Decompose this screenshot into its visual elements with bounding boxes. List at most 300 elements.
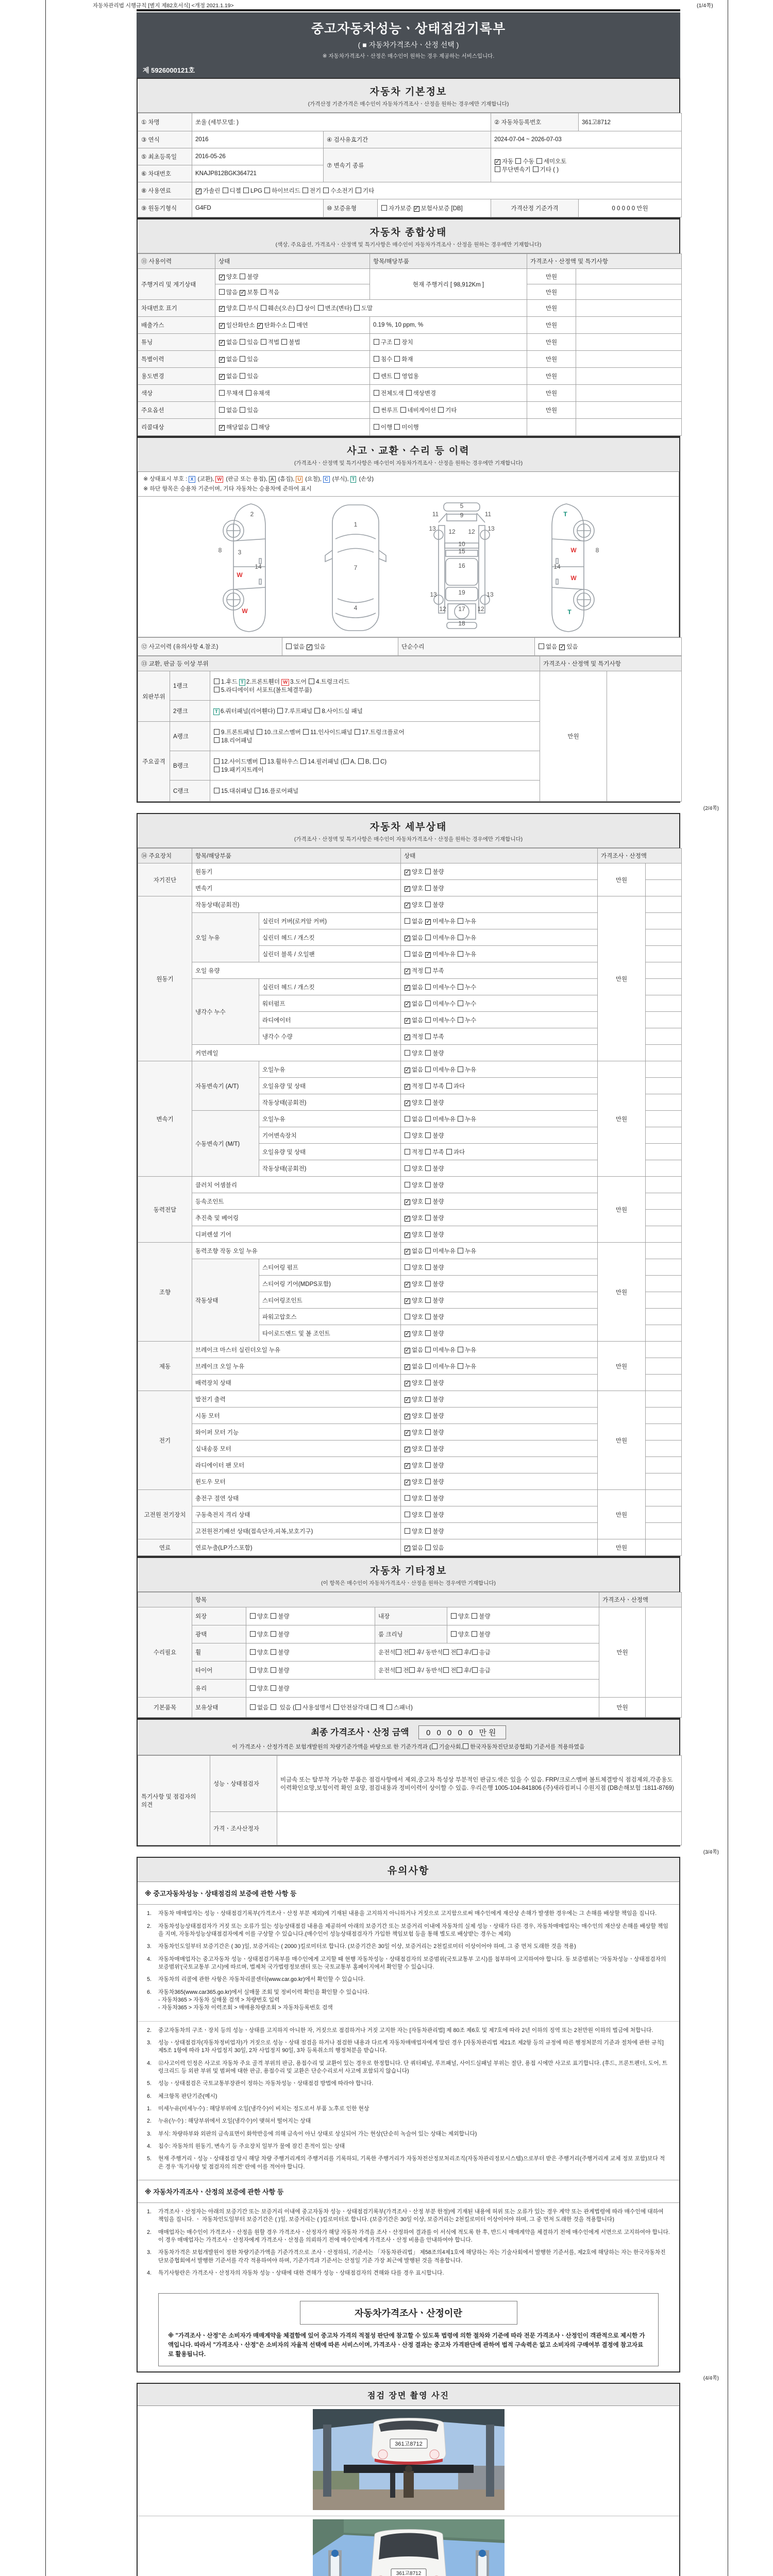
note-cell (646, 863, 682, 880)
value-status: 없음 ✓ 미세누유 누유 (401, 946, 598, 962)
span-element: 4. (147, 2060, 152, 2066)
notice-item (147, 1923, 670, 1939)
table-row (138, 1243, 682, 1259)
text-element: 4 (354, 604, 357, 612)
content-column (137, 9, 719, 2576)
label-row: 차대번호 표기 (138, 300, 215, 317)
value-status: ✓ 양호 불량 (401, 1210, 598, 1226)
text-element: 13 (428, 525, 436, 533)
label-repair-item: 휠 (192, 1643, 246, 1662)
note-cell (576, 284, 682, 300)
note-cell (646, 1160, 682, 1177)
checkbox-icon (405, 1264, 410, 1270)
table-row (138, 199, 682, 217)
checkbox-checked-icon: ✓ (414, 206, 419, 212)
label-item: 연료누출(LP가스포함) (192, 1539, 401, 1556)
label-item: 작동상태 (192, 1259, 259, 1342)
overall-header (138, 219, 679, 253)
rect-element (404, 2471, 414, 2498)
checkbox-checked-icon: ✓ (220, 425, 225, 431)
value-status: ✓ 양호 불량 (401, 1440, 598, 1457)
value-state: ✓ 없음 있음 적법 불법 (215, 334, 370, 351)
label-row: 튜닝 (138, 334, 215, 351)
span-element: 4. (147, 1956, 152, 1962)
notice-subitem (147, 2117, 670, 2125)
checkbox-icon (271, 1631, 276, 1637)
notice-block3-items (138, 2203, 679, 2286)
rect-element (478, 2555, 487, 2576)
value-status: ✓ 없음 미세누유 누유 (401, 1061, 598, 1078)
value-status: ✓ 없음 미세누수 누수 (401, 995, 598, 1012)
notice-body (138, 1882, 679, 2366)
checkbox-icon (277, 708, 283, 714)
price-definition-box (158, 2293, 659, 2366)
checkbox-checked-icon: ✓ (405, 1545, 410, 1551)
value-status: 양호 불량 (401, 1309, 598, 1325)
checkbox-icon (405, 1149, 410, 1155)
detail-header (138, 814, 679, 848)
value-engine-type: G4FD (192, 199, 324, 217)
note-cell (607, 671, 682, 802)
checkbox-icon (425, 1182, 431, 1188)
checkbox-checked-icon: ✓ (405, 1429, 410, 1436)
checkbox-icon (405, 1182, 410, 1188)
note-cell (646, 1424, 682, 1440)
span-element: 2. (147, 2027, 152, 2033)
price-cell: 만원 (598, 1243, 646, 1342)
checkbox-checked-icon: ✓ (426, 951, 431, 958)
value-part: 0.19 %, 10 ppm, % (370, 317, 527, 334)
checkbox-icon (425, 1495, 431, 1501)
span-element: 자동차 매매업자는 성능ㆍ상태점검기록부(가격조사ㆍ산정 부분 제외)에 기재된 내용을 고지하지 아니하거나 거짓으로 고지함으로써 매수인에게 재산상 손해가 발생한 경우에는 그 손해를 배상할 책임을 집니다. (158, 1910, 657, 1917)
table-row (138, 1177, 682, 1193)
legend-line-1: ※ 상태표시 부호 : X (교환), W (판금 또는 용접), A (흠집), U (요철), C (부식), T (손상) (143, 476, 374, 482)
checkbox-icon (214, 767, 220, 772)
table-row (138, 300, 682, 317)
checkbox-icon (425, 1264, 431, 1270)
header-price: 가격조사ㆍ산정액 (598, 849, 682, 863)
checkbox-checked-icon: ✓ (405, 1215, 410, 1222)
final-price-amount: 0 0 0 0 0 만원 (418, 1725, 506, 1739)
note-cell (646, 1457, 682, 1473)
checkbox-icon (438, 407, 444, 413)
inspection-photo-front (138, 2406, 679, 2516)
value-status: ✓ 적정 부족 (401, 1028, 598, 1045)
notice-item (147, 1956, 670, 1972)
checkbox-icon (356, 188, 361, 193)
checkbox-icon (394, 373, 400, 379)
accident-header (138, 438, 679, 472)
span-element: 3. (147, 2130, 152, 2137)
notice-item (147, 2080, 670, 2088)
checkbox-icon (425, 1215, 431, 1221)
label-rank: 1랭크 (170, 671, 210, 701)
checkbox-icon (425, 1396, 431, 1402)
label-row: 리콜대상 (138, 419, 215, 436)
label-base-price: 가격산정 기준가격 (491, 199, 579, 217)
mark-t-icon: T (239, 679, 245, 686)
checkbox-icon (374, 390, 379, 396)
value-status: ✓ 양호 불량 (401, 1408, 598, 1424)
value-state: ✓ 양호 부식 훼손(오손) 상이 변조(변타) 도말 (215, 300, 527, 317)
label-repair-item2: 룸 크리닝 (375, 1625, 447, 1643)
checkbox-icon (318, 305, 324, 311)
span-element: 체크항목 판단기준(예시) (158, 2093, 217, 2099)
section-photos (137, 2383, 680, 2576)
note-cell (646, 1226, 682, 1243)
label-item: 라디에이터 팬 모터 (192, 1457, 401, 1473)
value-status: ✓ 양호 불량 (401, 1473, 598, 1490)
span-element: 1. (147, 1910, 152, 1917)
note-cell (646, 1490, 682, 1506)
value-status: ✓ 양호 불량 (401, 1325, 598, 1342)
checkbox-icon (472, 1667, 478, 1673)
value-status: ✓ 적정 부족 과다 (401, 1078, 598, 1094)
photo-front-view (313, 2409, 505, 2510)
span-element: 5. (147, 2080, 152, 2087)
label-item: 변속기 (192, 880, 401, 896)
label-warranty-type: ⑩ 보증유형 (324, 199, 378, 217)
span-element: 4. (147, 2143, 152, 2149)
table-row (138, 368, 682, 385)
checkbox-icon (425, 1165, 431, 1171)
checkbox-checked-icon: ✓ (405, 869, 410, 875)
checkbox-icon (264, 188, 270, 193)
note-cell (646, 929, 682, 946)
checkbox-icon (240, 305, 245, 311)
line-element (233, 587, 265, 589)
state-mark-legend (138, 472, 679, 497)
checkbox-icon (396, 1649, 401, 1655)
checkbox-icon (458, 1363, 463, 1369)
label-item: 구동축전지 격리 상태 (192, 1506, 401, 1523)
checkbox-icon (425, 1330, 431, 1336)
circle-element (479, 2550, 486, 2557)
checkbox-icon (405, 1165, 410, 1171)
table-row (138, 419, 682, 436)
value-model-year: 2016 (192, 131, 324, 148)
value-status: 양호 불량 (401, 1160, 598, 1177)
etc-info-table (138, 1592, 682, 1718)
value-transmission: ✓ 자동 수동 세미오토 무단변속기 기타 ( ) (491, 148, 682, 182)
notice-item (147, 2093, 670, 2100)
notice-item (147, 2269, 670, 2277)
value-state: ✓ 없음 있음 (215, 368, 370, 385)
note-cell (646, 1698, 682, 1718)
checkbox-icon (358, 758, 364, 764)
path-element (379, 2533, 439, 2560)
value-status: 양호 불량 (401, 1523, 598, 1539)
label-fuel: ⑧ 사용연료 (138, 182, 192, 199)
table-row (138, 656, 682, 671)
checkbox-checked-icon: ✓ (405, 1231, 410, 1238)
span-element: 자동차성능상태점검자가 거짓 또는 오류가 있는 성능상태점검 내용을 제공하여 아래의 보증기간 또는 보증거리 이내에 자동차의 실제 성능ㆍ상태가 다른 경우, 자동차매매업자는 매수인의 재산상 손해를 배상할 책임을 지며, 자동차성능상태점검자에게 이를 구상할 수 있습니다.(매수인이 성능상태점검자가 가입한 책임보험 등을 통해 별도로 배상받는 경우는 제외) (158, 1923, 668, 1938)
checkbox-icon (396, 1667, 401, 1673)
value-status: ✓ 양호 불량 (401, 1226, 598, 1243)
label-device-group: 고전원 전기장치 (138, 1490, 192, 1539)
checkbox-icon (425, 1198, 431, 1204)
checkbox-icon (394, 356, 400, 362)
mark-c-icon: C (323, 476, 330, 483)
label-item: 브레이크 마스터 실린더오일 누유 (192, 1342, 401, 1358)
text-element: 14 (553, 563, 561, 571)
checkbox-checked-icon: ✓ (405, 984, 410, 991)
price-cell: 만원 (599, 1607, 646, 1698)
accident-history-row (138, 637, 682, 656)
label-transmission: ⑦ 변속기 종류 (324, 148, 491, 182)
checkbox-icon (394, 424, 400, 430)
label-device-group: 제동 (138, 1342, 192, 1391)
path-element (379, 550, 386, 562)
section-etc-info (137, 1557, 680, 1719)
note-cell (646, 1342, 682, 1358)
text-element: 8 (595, 547, 599, 554)
checkbox-icon (297, 305, 303, 311)
value-state: 없음 있음 (215, 402, 370, 419)
label-rank: A랭크 (170, 722, 210, 751)
price-cell: 만원 (527, 368, 576, 385)
price-cell: 만원 (598, 863, 646, 896)
checkbox-icon (250, 1613, 256, 1619)
value-status: 없음 미세누유 누유 (401, 1111, 598, 1127)
table-row (138, 351, 682, 368)
label-row: 색상 (138, 385, 215, 402)
note-cell (646, 1391, 682, 1408)
overall-state-table (138, 253, 682, 436)
value-accident-history: 없음 ✓ 있음 (282, 638, 398, 656)
checkbox-checked-icon: ✓ (405, 935, 410, 941)
text-element: W (236, 571, 243, 579)
note-cell (576, 385, 682, 402)
header-exchange-parts: ⑬ 교환, 판금 등 이상 부위 (138, 656, 540, 671)
label-subitem: 파워고압호스 (259, 1309, 401, 1325)
label-item: 발전기 출력 (192, 1391, 401, 1408)
checkbox-icon (260, 758, 266, 764)
span-element: 2. (147, 2229, 152, 2235)
label-item: 수동변속기 (M/T) (192, 1111, 259, 1177)
checkbox-icon (472, 1649, 478, 1655)
value-reg-number: 361고8712 (579, 113, 682, 131)
mark-t-icon: T (213, 708, 220, 715)
span-element: 6. (147, 1989, 152, 1995)
span-element: 부식: 차량하부와 외판의 금속표면이 화학반응에 의해 금속이 아닌 상태로 상실되어 가는 현상(단순히 녹슬어 있는 상태는 제외합니다) (158, 2130, 477, 2137)
notice-item (147, 2027, 670, 2035)
text-element: 13 (487, 525, 495, 533)
note-cell (646, 1440, 682, 1457)
note-cell (646, 1127, 682, 1144)
table-row (138, 1539, 682, 1556)
label-subitem: 오일유량 및 상태 (259, 1078, 401, 1094)
value-car-name: 쏘울 (세부모델: ) (192, 113, 491, 131)
checkbox-icon (261, 305, 266, 311)
checkbox-icon (240, 274, 245, 279)
table-row (138, 1342, 682, 1358)
price-cell: 만원 (598, 1177, 646, 1243)
label-item: 오일 누유 (192, 913, 259, 962)
checkbox-icon (250, 1704, 256, 1710)
note-cell (576, 351, 682, 368)
header-price: 가격조사ㆍ산정액 및 특기사항 (540, 656, 682, 671)
value-status: ✓ 없음 미세누수 누수 (401, 979, 598, 995)
checkbox-checked-icon: ✓ (405, 1099, 410, 1106)
value-position: 운전석 전 후/ 동반석 전 후/ 응급 (375, 1662, 599, 1680)
checkbox-icon (425, 1446, 431, 1451)
checkbox-icon (458, 1116, 463, 1122)
note-cell (646, 1276, 682, 1292)
circle-element (405, 2465, 412, 2472)
table-row (138, 849, 682, 863)
label-item: 작동상태(공회전) (192, 896, 401, 913)
notice-subitem (147, 2105, 670, 2113)
value-part: 침수 화재 (370, 351, 527, 368)
checkbox-icon (425, 935, 431, 940)
label-repair-item: 타이어 (192, 1662, 246, 1680)
car-diagram-sideL (211, 501, 288, 635)
checkbox-icon (425, 1528, 431, 1534)
header-state: 상태 (215, 254, 370, 269)
table-row (138, 1812, 682, 1845)
car-diagram-bottom (423, 501, 500, 635)
checkbox-checked-icon: ✓ (405, 1083, 410, 1090)
checkbox-icon (381, 205, 387, 211)
text-element: W (570, 574, 577, 582)
checkbox-checked-icon: ✓ (405, 1363, 410, 1370)
checkbox-checked-icon: ✓ (220, 323, 225, 329)
section-accident-history (137, 437, 680, 803)
note-cell (646, 1028, 682, 1045)
checkbox-icon (250, 1649, 256, 1655)
value-status: 적정 부족 과다 (401, 1144, 598, 1160)
table-row (138, 113, 682, 131)
checkbox-icon (425, 1462, 431, 1468)
checkbox-icon (446, 1149, 452, 1155)
span-element: 미세누유(미세누수) : 해당부위에 오일(냉각수)이 비치는 정도로서 부품 노후로 인한 현상 (158, 2105, 369, 2112)
accident-subtitle: (가격조사ㆍ산정액 및 특기사항은 매수인이 자동차가격조사ㆍ산정을 원하는 경우에만 기재합니다) (294, 460, 523, 466)
final-price-note: 이 가격조사ㆍ산정가격은 보험개발원의 차량기준가액을 바탕으로 한 기준가격과 ( 기술사회, 한국자동차진단보증협회) 기준서를 적용하였음 (232, 1744, 585, 1751)
text-element: 18 (458, 620, 465, 628)
checkbox-icon (374, 356, 379, 362)
label-subitem: 실린더 커버(로커암 커버) (259, 913, 401, 929)
label-row: 배출가스 (138, 317, 215, 334)
checkbox-icon (539, 643, 544, 649)
text-element: 15 (458, 548, 465, 555)
table-row (138, 385, 682, 402)
section-detail-state (137, 813, 680, 1557)
table-row (138, 896, 682, 913)
span-element: 5. (147, 2156, 152, 2162)
label-row: 주요옵션 (138, 402, 215, 419)
basic-info-title: 자동차 기본정보 (369, 87, 447, 97)
value-status: ✓ 없음 미세누유 누유 (401, 1358, 598, 1375)
header-item: 항목/해당부품 (192, 849, 401, 863)
span-element: 현재 주행거리ㆍ성능ㆍ상태점검 당시 해당 차량 주행거리계의 주행거리를 기록하되, 기록한 주행거리가 자동차전산정보처리조직(자동차관리정보시스템)으로부터 받은 주행거리(주행거리계 교체 정보 포함)보다 적은 경우 '특기사항 및 점검자의 의견' 란에 이를 적어야 합니다. (158, 2156, 665, 2170)
mark-a-icon: A (269, 476, 276, 483)
notice-block3-title: ※ 자동차가격조사ㆍ산정의 보증에 관한 사항 등 (138, 2180, 679, 2203)
label-item: 냉각수 누수 (192, 979, 259, 1045)
label-panel-group: 주요골격 (138, 722, 170, 802)
table-row (138, 1490, 682, 1506)
checkbox-icon (409, 1667, 415, 1673)
mark-w-icon: W (215, 476, 223, 483)
span-element: 2. (147, 2118, 152, 2125)
checkbox-checked-icon: ✓ (405, 1396, 410, 1403)
checkbox-icon (214, 729, 220, 735)
service-note: ※ 자동차가격조사ㆍ산정은 매수인이 원하는 경우 제공하는 서비스입니다. (322, 53, 495, 59)
text-element: 3 (238, 549, 241, 556)
path-element (338, 599, 374, 603)
inspector-opinion-table (138, 1755, 682, 1845)
span-element: 중고자동차의 구조ㆍ장치 등의 성능ㆍ상태를 고지하지 아니한 자, 거짓으로 점검하거나 거짓 고지한 자는 [자동차관리법] 제 80조 제6호 및 제7호에 따라 2년 이하의 징역 또는 2천만원 이하의 벌금에 처합니다. (158, 2027, 653, 2033)
note-cell (646, 1523, 682, 1539)
rect-element (556, 579, 558, 584)
note-cell (646, 1061, 682, 1078)
mark-u-icon: U (296, 476, 303, 483)
value-status: 양호 불량 (401, 1259, 598, 1276)
notice-subitem (147, 2143, 670, 2150)
table-row (138, 1592, 682, 1607)
notice-item (147, 1943, 670, 1951)
checkbox-checked-icon: ✓ (426, 918, 431, 925)
label-special-notes: 특기사항 및 점검자의 의견 (138, 1756, 210, 1845)
label-repair-group: 수리필요 (138, 1607, 192, 1698)
price-cell: 만원 (598, 1061, 646, 1177)
checkbox-icon (323, 188, 329, 193)
checkbox-icon (458, 984, 463, 990)
span-element: 3. (147, 2249, 152, 2256)
span-element: 성능ㆍ상태점검은 국토교통부장관이 정하는 자동차성능ㆍ상태점검 방법에 따라야 합니다. (158, 2080, 374, 2087)
car-diagram-top (317, 501, 394, 635)
notice-item (147, 1910, 670, 1918)
value-state2: 양호 불량 (447, 1607, 599, 1625)
price-cell: 만원 (527, 351, 576, 368)
value-status: 양호 불량 (401, 1506, 598, 1523)
header-blank (138, 1592, 192, 1607)
checkbox-icon (457, 1667, 462, 1673)
value-status: ✓ 양호 불량 (401, 1094, 598, 1111)
checkbox-icon (446, 1083, 452, 1089)
section-notice (137, 1857, 680, 2372)
span-element: 자동차인도일부터 보증기간은 ( 30 )일, 보증거리는 ( 2000 )킬로미터로 합니다. (보증기간은 30일 이상, 보증거리는 2천킬로미터 이상이어야 하며, 그 중 먼저 도래한 것을 적용) (158, 1943, 576, 1950)
line-element (552, 587, 584, 589)
checkbox-icon (432, 1743, 438, 1749)
legend-line-2: ※ 하단 항목은 승용차 기준이며, 기타 자동차는 승용차에 준하여 표시 (143, 485, 312, 492)
text-element: 14 (254, 563, 262, 571)
text-element: 13 (486, 591, 494, 599)
text-element: 10 (458, 540, 465, 548)
checkbox-icon (425, 1001, 431, 1006)
checkbox-icon (425, 1545, 431, 1550)
checkbox-checked-icon: ✓ (405, 968, 410, 974)
photos-header (138, 2384, 679, 2406)
page-border-left (45, 0, 46, 2576)
checkbox-icon (257, 729, 262, 735)
checkbox-icon (286, 643, 292, 649)
value-state: ✓ 없음 있음 (215, 351, 370, 368)
value-vin: KNAJP812BGK364721 (192, 165, 324, 182)
header-price: 가격조사ㆍ산정액 및 특기사항 (527, 254, 682, 269)
price-cell: 만원 (527, 300, 576, 317)
text-element: 361고8712 (394, 2441, 423, 2447)
basic-info-table (138, 113, 682, 217)
text-element: 13 (429, 591, 437, 599)
table-row (138, 334, 682, 351)
checkbox-icon (425, 1033, 431, 1039)
price-cell: 만원 (527, 385, 576, 402)
note-cell (646, 1473, 682, 1490)
span-element: 2. (147, 1923, 152, 1929)
checkbox-icon (451, 1613, 457, 1619)
notice-title: 유의사항 (387, 1866, 430, 1877)
